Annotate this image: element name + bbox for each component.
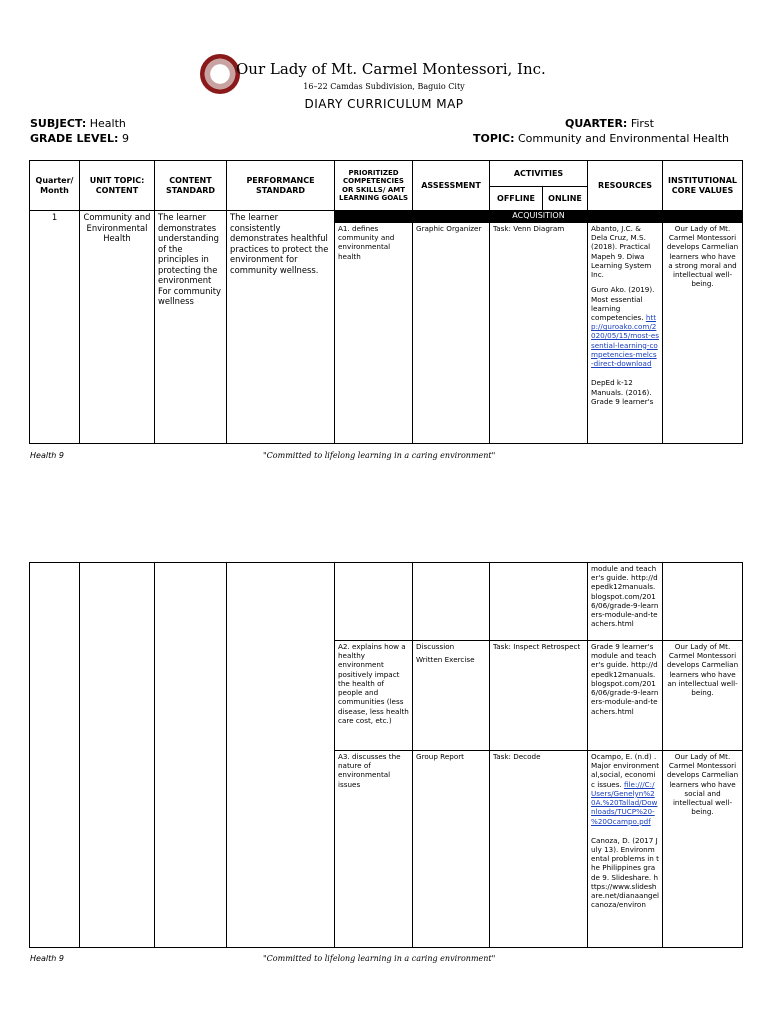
col-offline-header: OFFLINE: [490, 187, 543, 211]
subject-label: SUBJECT:: [30, 117, 87, 130]
competency-a3-cell: A3. discusses the nature of environmental issues: [335, 751, 413, 948]
resources-a1-cell: [588, 223, 663, 444]
col-resources-header: RESOURCES: [588, 161, 663, 211]
school-name: Our Lady of Mt. Carmel Montessori, Inc.: [236, 60, 546, 78]
footer-motto-p2: "Committed to lifelong learning in a caring environment": [263, 954, 496, 963]
assessment-a2-discussion: Discussion: [416, 642, 455, 651]
grade-value: 9: [121, 132, 129, 145]
document-title: DIARY CURRICULUM MAP: [304, 97, 464, 111]
competency-a2-cell: A2. explains how a healthy environment positively impact the health of people and communities (less disease, less health care cost, etc.): [335, 641, 413, 751]
col-assessment-header: ASSESSMENT: [413, 161, 490, 211]
assessment-a1-cell: Graphic Organizer: [413, 223, 490, 444]
competency-a1-cell: A1. defines community and environmental health: [335, 223, 413, 444]
core-values-a2-cell: Our Lady of Mt. Carmel Montessori develops Carmelian learners who have an intellectual well-being.: [663, 641, 743, 751]
quarter-cell: 1: [30, 211, 80, 444]
resource-guro-ako-text: Guro Ako. (2019). Most essential learning competencies.: [591, 285, 655, 322]
unit-topic-cell-cont: [80, 563, 155, 948]
curriculum-map-table-page2: [29, 562, 743, 948]
resources-a2-cell: Grade 9 learner's module and teacher's guide. http://depedk12manuals.blogspot.com/2016/06/grade-9-learners-module-and-teachers.html: [588, 641, 663, 751]
offline-a1-cell: Task: Venn Diagram: [490, 223, 588, 444]
performance-standard-cell-cont: [227, 563, 335, 948]
resources-a3-cell: [588, 751, 663, 948]
grade-label: GRADE LEVEL:: [30, 132, 119, 145]
assessment-a3-cell: Group Report: [413, 751, 490, 948]
footer-subject-p1: Health 9: [30, 451, 64, 460]
assessment-a2-written: Written Exercise: [416, 655, 475, 665]
col-activities-header: ACTIVITIES: [490, 161, 588, 187]
subject-line: [30, 117, 126, 130]
acquisition-banner: ACQUISITION: [335, 211, 743, 223]
col-quarter-header: Quarter/ Month: [30, 161, 80, 211]
col-performance-header: PERFORMANCE STANDARD: [227, 161, 335, 211]
footer-motto-p1: "Committed to lifelong learning in a caring environment": [263, 451, 496, 460]
curriculum-map-table-page1: [29, 160, 743, 444]
resources-a1-cont: module and teacher's guide. http://depedk12manuals.blogspot.com/2016/06/grade-9-learners-module-and-teachers.html: [588, 563, 663, 641]
performance-standard-cell: The learner consistently demonstrates healthful practices to protect the environment for community wellness.: [227, 211, 335, 444]
topic-label: TOPIC:: [473, 132, 515, 145]
school-address: 16–22 Camdas Subdivision, Baguio City: [303, 82, 465, 91]
resource-ocampo-link[interactable]: file:///C:/Users/Genelyn%20A.%20Tallad/Downloads/TUCP%20-%20Ocampo.pdf: [591, 779, 658, 826]
resource-ocampo: [591, 752, 659, 826]
offline-a2-cell: Task: Inspect Retrospect: [490, 641, 588, 751]
col-content-header: CONTENT STANDARD: [155, 161, 227, 211]
col-competencies-header: PRIORITIZED COMPETENCIES OR SKILLS/ AMT LEARNING GOALS: [335, 161, 413, 211]
assessment-a2-cell: [413, 641, 490, 751]
footer-subject-p2: Health 9: [30, 954, 64, 963]
unit-topic-cell: Community and Environmental Health: [80, 211, 155, 444]
content-standard-cell: The learner demonstrates understanding of the principles in protecting the environment For community wellness: [155, 211, 227, 444]
resource-ocampo-text: Ocampo, E. (n.d) . Major environmental,social, economic issues.: [591, 752, 660, 789]
topic-line: [473, 132, 729, 145]
competency-a1-cont: [335, 563, 413, 641]
quarter-value: First: [630, 117, 654, 130]
resource-abanto: Abanto, J.C. & Dela Cruz, M.S. (2018). Practical Mapeh 9. Diwa Learning System Inc.: [591, 224, 652, 280]
topic-value: Community and Environmental Health: [517, 132, 729, 145]
quarter-line: [565, 117, 654, 130]
resource-deped: DepEd k-12 Manuals. (2016). Grade 9 learner's: [591, 378, 654, 406]
subject-value: Health: [89, 117, 126, 130]
col-values-header: INSTITUTIONAL CORE VALUES: [663, 161, 743, 211]
offline-a1-cont: [490, 563, 588, 641]
quarter-cell-cont: [30, 563, 80, 948]
quarter-label: QUARTER:: [565, 117, 628, 130]
content-standard-cell-cont: [155, 563, 227, 948]
core-values-a3-cell: Our Lady of Mt. Carmel Montessori develops Carmelian learners who have social and intellectual well-being.: [663, 751, 743, 948]
resource-canoza: Canoza, D. (2017 July 13). Environmental problems in the Philippines grade 9. Slideshare. https://www.slideshare.net/dianaangelcanoza/environ: [591, 835, 659, 910]
grade-line: [30, 132, 129, 145]
core-values-a1-cell: Our Lady of Mt. Carmel Montessori develops Carmelian learners who have a strong moral and intellectual well-being.: [663, 223, 743, 444]
core-values-a1-cont: [663, 563, 743, 641]
offline-a3-cell: Task: Decode: [490, 751, 588, 948]
resource-guro-ako-link[interactable]: http://guroako.com/2020/05/15/most-essential-learning-competencies-melcs-direct-download: [591, 312, 660, 369]
col-unit-header: UNIT TOPIC: CONTENT: [80, 161, 155, 211]
assessment-a1-cont: [413, 563, 490, 641]
resource-guro-ako: [591, 285, 659, 368]
col-online-header: ONLINE: [543, 187, 588, 211]
